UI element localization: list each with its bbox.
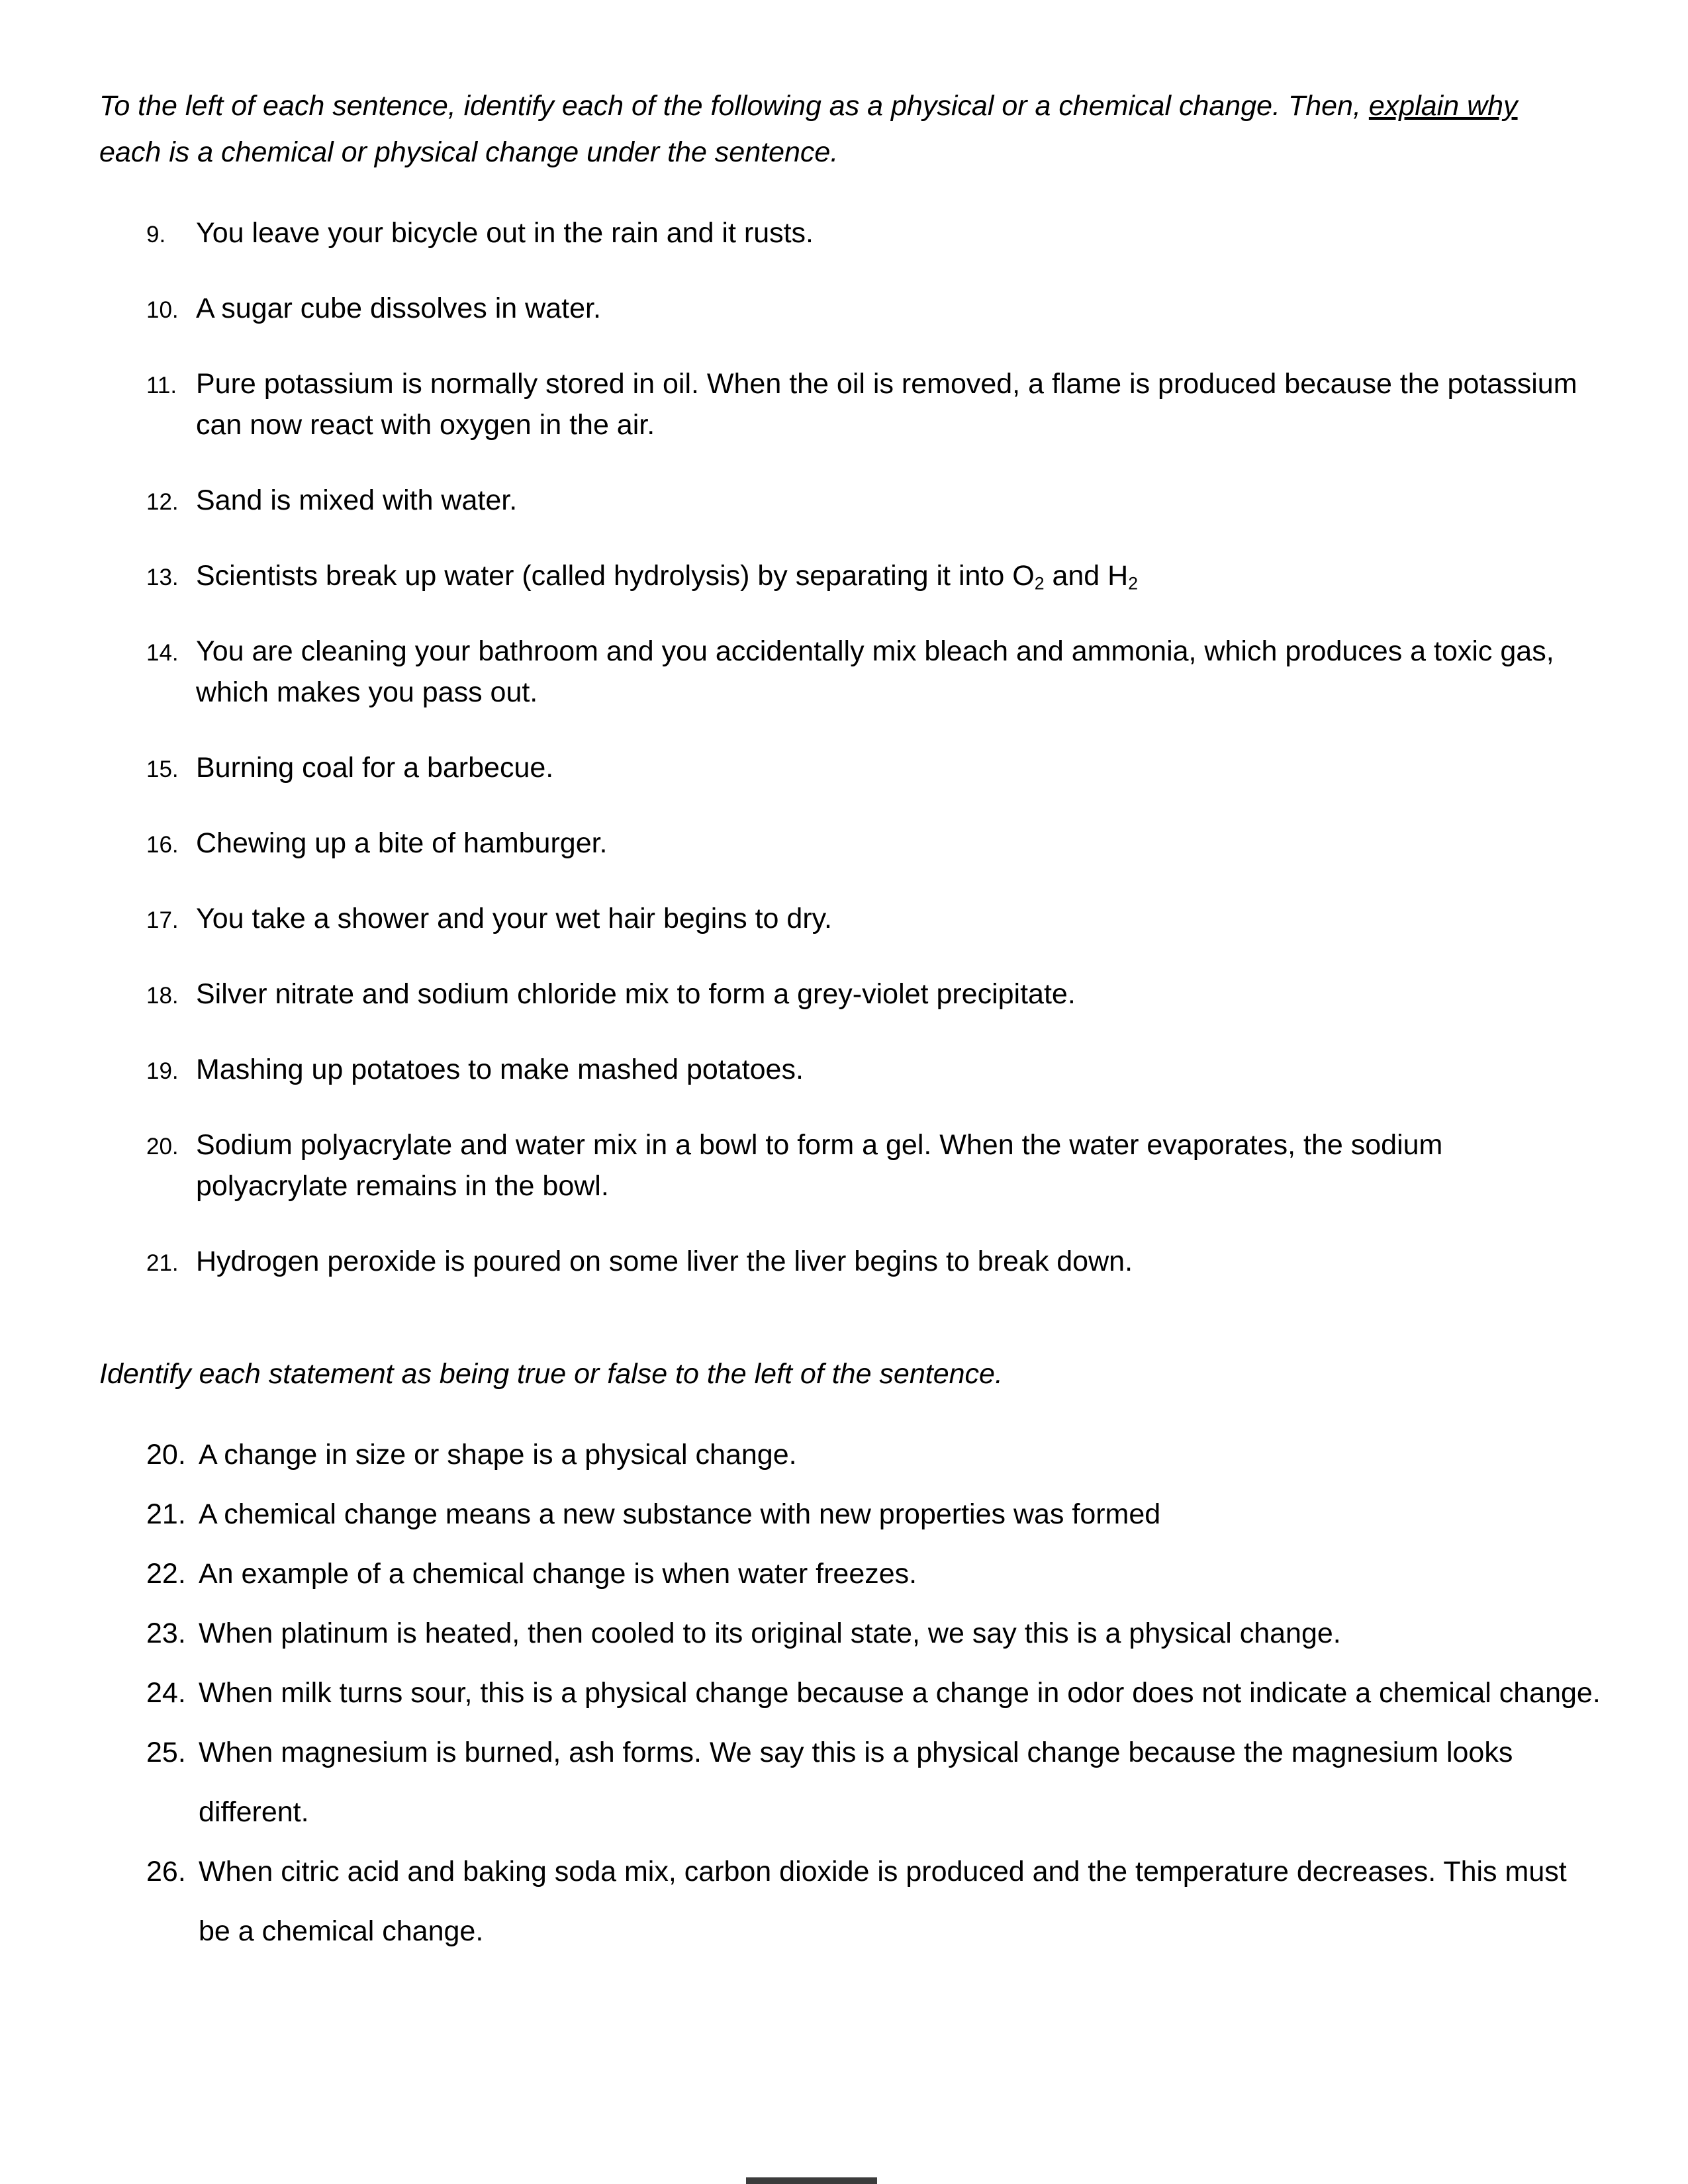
item-number: 12. xyxy=(146,489,179,515)
item-text: Burning coal for a barbecue. xyxy=(196,752,554,784)
item-text: An example of a chemical change is when water freezes. xyxy=(199,1558,917,1590)
list-item xyxy=(99,1425,1602,1484)
item-text: You leave your bicycle out in the rain and it rusts. xyxy=(196,217,814,249)
section1-instruction xyxy=(99,83,1575,175)
instruction-underlined-phrase: explain why xyxy=(1368,90,1518,122)
list-item xyxy=(99,1241,1602,1282)
item-number: 10. xyxy=(146,297,179,323)
list-item xyxy=(99,747,1602,788)
item-number: 20. xyxy=(146,1439,186,1471)
item-text: When platinum is heated, then cooled to its original state, we say this is a physical change. xyxy=(199,1617,1341,1649)
list-item xyxy=(99,1544,1602,1604)
list-item xyxy=(99,1663,1602,1723)
list-item xyxy=(99,555,1602,596)
item-number: 15. xyxy=(146,756,179,782)
list-item xyxy=(99,363,1602,445)
subscript-oxygen: 2 xyxy=(1034,573,1045,594)
item-number: 13. xyxy=(146,565,179,590)
item-number: 24. xyxy=(146,1677,186,1709)
list-item xyxy=(99,480,1602,521)
next-page-edge-artifact xyxy=(746,2177,877,2184)
instruction-text-pre: To the left of each sentence, identify each of the following as a physical or a chemical change. Then, xyxy=(99,90,1369,122)
item-number: 9. xyxy=(146,222,166,248)
item-text-segment: Scientists break up water (called hydrolysis) by separating it into O xyxy=(196,560,1035,592)
item-text: When citric acid and baking soda mix, carbon dioxide is produced and the temperature decreases. This must be a chemical change. xyxy=(199,1856,1567,1947)
true-false-list xyxy=(99,1425,1602,1961)
item-number: 22. xyxy=(146,1558,186,1590)
physical-chemical-change-list xyxy=(99,212,1602,1282)
list-item xyxy=(99,823,1602,864)
item-text: Mashing up potatoes to make mashed potatoes. xyxy=(196,1054,804,1085)
item-text: A change in size or shape is a physical change. xyxy=(199,1439,797,1471)
item-number: 11. xyxy=(146,373,177,398)
item-number: 26. xyxy=(146,1856,186,1888)
list-item xyxy=(99,288,1602,329)
list-item xyxy=(99,898,1602,939)
instruction-text-post: each is a chemical or physical change under the sentence. xyxy=(99,136,839,168)
item-text: You take a shower and your wet hair begins to dry. xyxy=(196,903,832,934)
item-number: 23. xyxy=(146,1617,186,1649)
list-item xyxy=(99,1049,1602,1090)
item-text: A sugar cube dissolves in water. xyxy=(196,293,601,324)
section2-instruction: Identify each statement as being true or false to the left of the sentence. xyxy=(99,1358,1003,1390)
item-number: 21. xyxy=(146,1498,186,1530)
item-number: 16. xyxy=(146,832,179,858)
item-text xyxy=(196,555,1602,596)
item-number: 20. xyxy=(146,1134,179,1160)
item-text: Sodium polyacrylate and water mix in a bowl to form a gel. When the water evaporates, the sodium polyacrylate remains in the bowl. xyxy=(196,1129,1443,1202)
list-item xyxy=(99,974,1602,1015)
list-item xyxy=(99,1723,1602,1842)
list-item xyxy=(99,631,1602,713)
list-item xyxy=(99,212,1602,253)
item-number: 18. xyxy=(146,983,179,1009)
item-number: 19. xyxy=(146,1058,179,1084)
list-item xyxy=(99,1484,1602,1544)
item-text: When magnesium is burned, ash forms. We say this is a physical change because the magnesium looks different. xyxy=(199,1737,1513,1828)
item-text: You are cleaning your bathroom and you accidentally mix bleach and ammonia, which produces a toxic gas, which makes you pass out. xyxy=(196,635,1554,708)
item-text: Pure potassium is normally stored in oil. When the oil is removed, a flame is produced because the potassium can now react with oxygen in the air. xyxy=(196,368,1577,441)
item-text: Hydrogen peroxide is poured on some liver the liver begins to break down. xyxy=(196,1246,1133,1277)
item-text: Chewing up a bite of hamburger. xyxy=(196,827,608,859)
list-item xyxy=(99,1842,1602,1961)
item-number: 17. xyxy=(146,907,179,933)
item-text: Silver nitrate and sodium chloride mix to form a grey-violet precipitate. xyxy=(196,978,1076,1010)
item-text: When milk turns sour, this is a physical change because a change in odor does not indicate a chemical change. xyxy=(199,1677,1601,1709)
subscript-hydrogen: 2 xyxy=(1128,573,1139,594)
item-text-segment: and H xyxy=(1044,560,1129,592)
item-number: 14. xyxy=(146,640,179,666)
item-text: A chemical change means a new substance with new properties was formed xyxy=(199,1498,1161,1530)
list-item xyxy=(99,1604,1602,1663)
item-text: Sand is mixed with water. xyxy=(196,484,518,516)
item-number: 25. xyxy=(146,1737,186,1768)
item-number: 21. xyxy=(146,1250,179,1276)
list-item xyxy=(99,1124,1602,1206)
